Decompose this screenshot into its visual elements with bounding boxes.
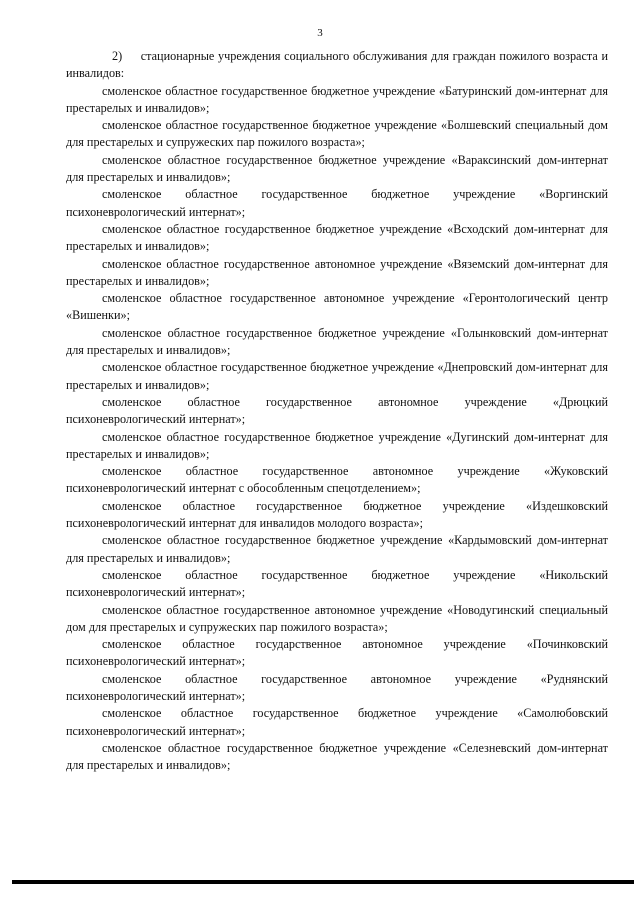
list-intro: 2) стационарные учреждения социального обслуживания для граждан пожилого возраста и инвалидов: [66, 49, 608, 81]
list-item: смоленское областное государственное бюджетное учреждение «Всходский дом-интернат для престарелых и инвалидов»; [66, 221, 608, 254]
list-item: смоленское областное государственное автономное учреждение «Дрюцкий психоневрологический интернат»; [66, 394, 608, 427]
page-number: 3 [317, 27, 323, 39]
list-item: смоленское областное государственное автономное учреждение «Новодугинский специальный дом для престарелых и супружеских пар пожилого возраста»; [66, 602, 608, 634]
list-item: смоленское областное государственное бюджетное учреждение «Днепровский дом-интернат для престарелых и инвалидов»; [66, 360, 608, 392]
list-item: смоленское областное государственное бюджетное учреждение «Селезневский дом-интернат для престарелых и инвалидов»; [66, 740, 608, 773]
list-item: смоленское областное государственное бюджетное учреждение «Голынковский дом-интернат для престарелых и инвалидов»; [66, 325, 608, 358]
list-item: смоленское областное государственное бюджетное учреждение «Кардымовский дом-интернат для престарелых и инвалидов»; [66, 533, 608, 565]
list-item: смоленское областное государственное автономное учреждение «Геронтологический центр «Вишенки»; [66, 291, 608, 323]
list-item: смоленское областное государственное бюджетное учреждение «Вараксинский дом-интернат для престарелых и инвалидов»; [66, 152, 608, 185]
list-item: смоленское областное государственное автономное учреждение «Починковский психоневрологический интернат»; [66, 637, 608, 669]
list-item: смоленское областное государственное бюджетное учреждение «Издешковский психоневрологический интернат для инвалидов молодого возраста»; [66, 498, 608, 531]
list-item: смоленское областное государственное бюджетное учреждение «Болшевский специальный дом для престарелых и супружеских пар пожилого возраста»; [66, 118, 608, 150]
list-item: смоленское областное государственное автономное учреждение «Вяземский дом-интернат для престарелых и инвалидов»; [66, 256, 608, 288]
list-item: смоленское областное государственное бюджетное учреждение «Никольский психоневрологический интернат»; [66, 567, 608, 600]
list-item: смоленское областное государственное бюджетное учреждение «Батуринский дом-интернат для престарелых и инвалидов»; [66, 83, 608, 115]
list-item: смоленское областное государственное бюджетное учреждение «Дугинский дом-интернат для престарелых и инвалидов»; [66, 429, 608, 461]
list-item: смоленское областное государственное автономное учреждение «Руднянский психоневрологический интернат»; [66, 671, 608, 703]
list-item: смоленское областное государственное бюджетное учреждение «Воргинский психоневрологический интернат»; [66, 187, 608, 219]
list-item: смоленское областное государственное бюджетное учреждение «Самолюбовский психоневрологический интернат»; [66, 706, 608, 738]
document-body [66, 48, 608, 774]
bottom-divider [12, 880, 634, 884]
list-item: смоленское областное государственное автономное учреждение «Жуковский психоневрологический интернат с обособленным спецотделением»; [66, 464, 608, 496]
